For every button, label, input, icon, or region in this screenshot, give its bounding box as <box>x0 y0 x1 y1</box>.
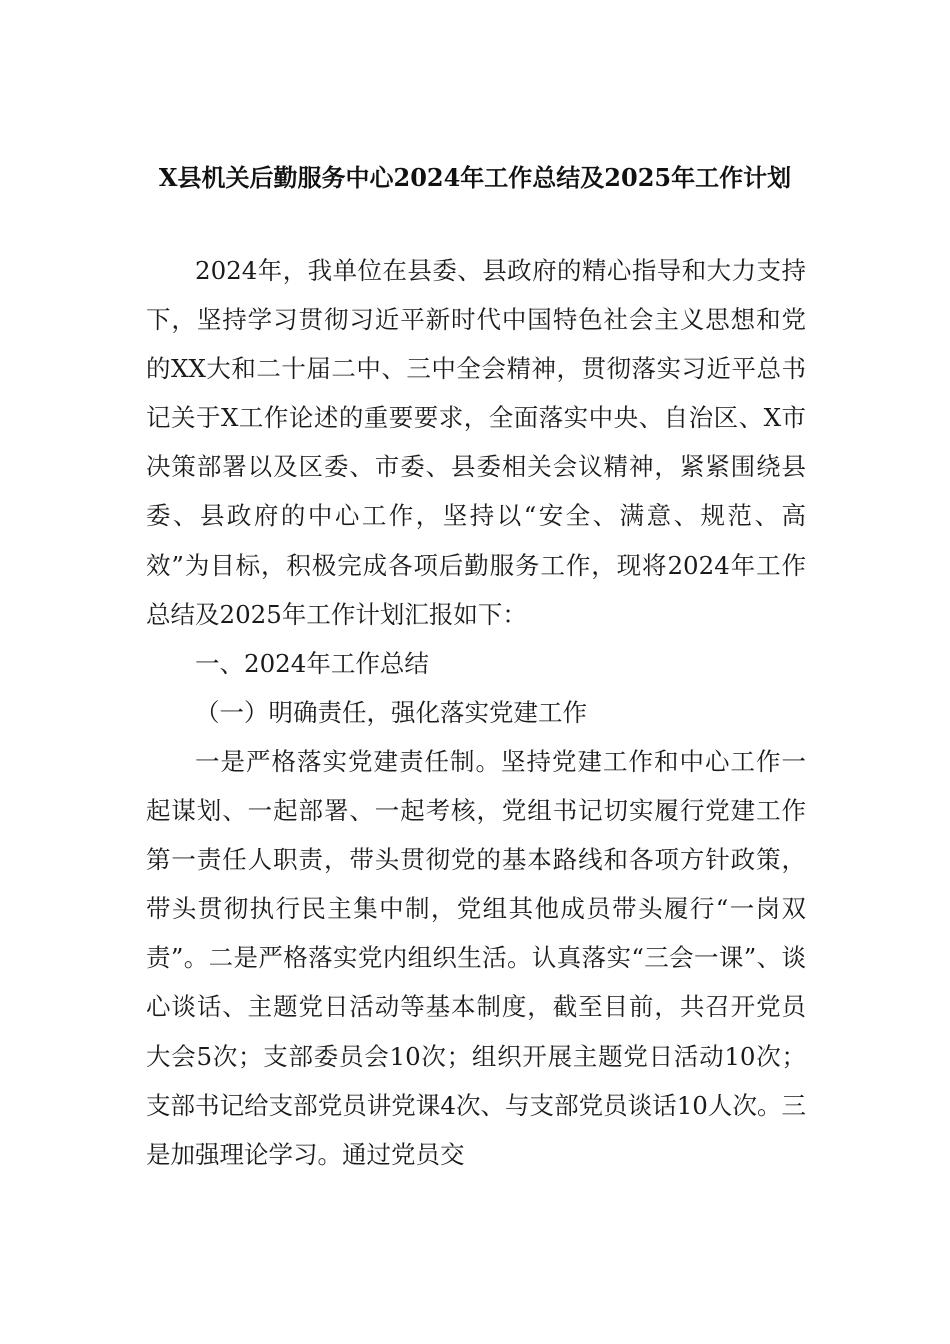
subsection-paragraph-1: 一是严格落实党建责任制。坚持党建工作和中心工作一起谋划、一起部署、一起考核，党组书记切实履行党建工作第一责任人职责，带头贯彻党的基本路线和各项方针政策，带头贯彻执行民主集中制，党组其他成员带头履行“一岗双责”。二是严格落实党内组织生活。认真落实“三会一课”、谈心谈话、主题党日活动等基本制度，截至目前，共召开党员大会5次；支部委员会10次；组织开展主题党日活动10次；支部书记给支部党员讲党课4次、与支部党员谈话10人次。三是加强理论学习。通过党员交 <box>146 746 806 1169</box>
intro-paragraph: 2024年，我单位在县委、县政府的精心指导和大力支持下，坚持学习贯彻习近平新时代中国特色社会主义思想和党的XX大和二十届二中、三中全会精神，贯彻落实习近平总书记关于X工作论述的重要要求，全面落实中央、自治区、X市决策部署以及区委、市委、县委相关会议精神，紧紧围绕县委、县政府的中心工作，坚持以“安全、满意、规范、高效”为目标，积极完成各项后勤服务工作，现将2024年工作总结及2025年工作计划汇报如下： <box>146 256 806 629</box>
document-title: X县机关后勤服务中心2024年工作总结及2025年工作计划 <box>158 163 792 192</box>
section-heading-1: 一、2024年工作总结 <box>195 648 429 678</box>
subsection-heading-1: （一）明确责任，强化落实党建工作 <box>195 697 587 727</box>
document-body <box>146 246 806 1179</box>
